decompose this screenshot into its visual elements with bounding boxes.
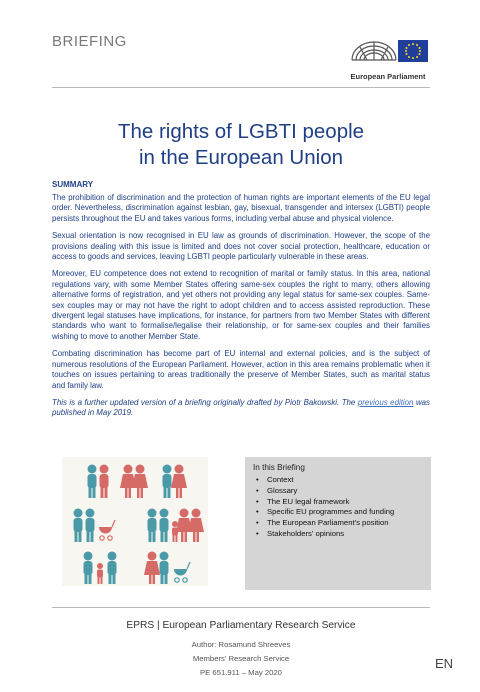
version-note bbox=[52, 398, 430, 419]
contents-item: • The European Parliament's position bbox=[253, 518, 394, 529]
footer-divider bbox=[52, 607, 430, 608]
family-figures-icon bbox=[176, 509, 204, 543]
summary-paragraph: The prohibition of discrimination and the protection of human rights are important elements of the EU legal order. Nevertheless, discrimination against lesbian, gay, bisexual, transgender and intersex (LGBTI) people persists throughout the EU and takes various forms, including verbal abuse and physical violence. bbox=[52, 193, 430, 223]
family-figures-icon bbox=[148, 509, 179, 543]
family-with-pram-icon bbox=[144, 552, 190, 585]
contents-item: • Stakeholders' opinions bbox=[253, 529, 394, 540]
title-line-2: in the European Union bbox=[138, 146, 343, 169]
summary-paragraph: Combating discrimination has become part of EU internal and external policies, and is the subject of numerous resolutions of the European Parliament. However, action in this area remains problematic when it touches on issues pertaining to areas traditionally the preserve of Member States, such as marital status and family law. bbox=[52, 349, 430, 390]
document-title bbox=[52, 119, 430, 171]
summary-paragraph: Moreover, EU competence does not extend to recognition of marital or family status. In this area, national regulations vary, with some Member States offering same-sex couples the right to marry, others allowing alternative forms of registration, and yet others not providing any legal status for same-sex couples. Same-sex couples may or may not have the right to adopt children and to access assisted reproduction. These divergent legal statuses have implications, for instance, for partners from two Member States with different standards who want to formalise/legalise their relationship, or for same-sex couples and their families wishing to move to another Member State. bbox=[52, 269, 430, 341]
families-illustration bbox=[62, 457, 208, 586]
hemicycle-icon bbox=[352, 42, 396, 60]
family-figures-icon bbox=[84, 552, 117, 585]
header-divider bbox=[52, 87, 430, 88]
document-type-label: BRIEFING bbox=[52, 33, 127, 50]
language-code: EN bbox=[435, 656, 454, 671]
author-line: Author: Rosamund Shreeves bbox=[191, 640, 291, 649]
summary-paragraph: Sexual orientation is now recognised in EU law as grounds of discrimination. However, the scope of the provisions dealing with this issue is limited and does not cover social protection, healthcare, education or access to goods and services, leaving LGBTI people particularly vulnerable in these areas. bbox=[52, 231, 430, 262]
couple-figures-icon bbox=[88, 465, 109, 499]
summary-body bbox=[52, 193, 430, 426]
contents-item: • Specific EU programmes and funding bbox=[253, 507, 394, 518]
document-reference: PE 651.911 – May 2020 bbox=[200, 668, 282, 677]
summary-heading: SUMMARY bbox=[52, 180, 94, 189]
in-this-briefing-box bbox=[245, 457, 431, 590]
title-line-1: The rights of LGBTI people bbox=[117, 120, 365, 143]
couple-figures-icon bbox=[163, 465, 188, 499]
contents-item: • The EU legal framework bbox=[253, 497, 394, 508]
version-note-text-end: was published in May 2019. bbox=[52, 397, 430, 418]
eu-flag-icon bbox=[398, 40, 428, 62]
previous-edition-link[interactable]: previous edition bbox=[357, 397, 414, 407]
couple-figures-icon bbox=[120, 465, 148, 499]
institution-name: European Parliament bbox=[350, 72, 426, 81]
version-note-text: This is a further updated version of a briefing originally drafted by Piotr Bakowski. The bbox=[52, 397, 358, 407]
contents-item: • Glossary bbox=[253, 486, 394, 497]
research-service-name: EPRS | European Parliamentary Research Service bbox=[126, 620, 356, 631]
contents-item: • Context bbox=[253, 475, 394, 486]
contents-list bbox=[253, 475, 394, 540]
family-with-pram-icon bbox=[74, 509, 116, 543]
unit-line: Members' Research Service bbox=[192, 654, 290, 663]
in-this-briefing-heading: In this Briefing bbox=[253, 463, 305, 472]
